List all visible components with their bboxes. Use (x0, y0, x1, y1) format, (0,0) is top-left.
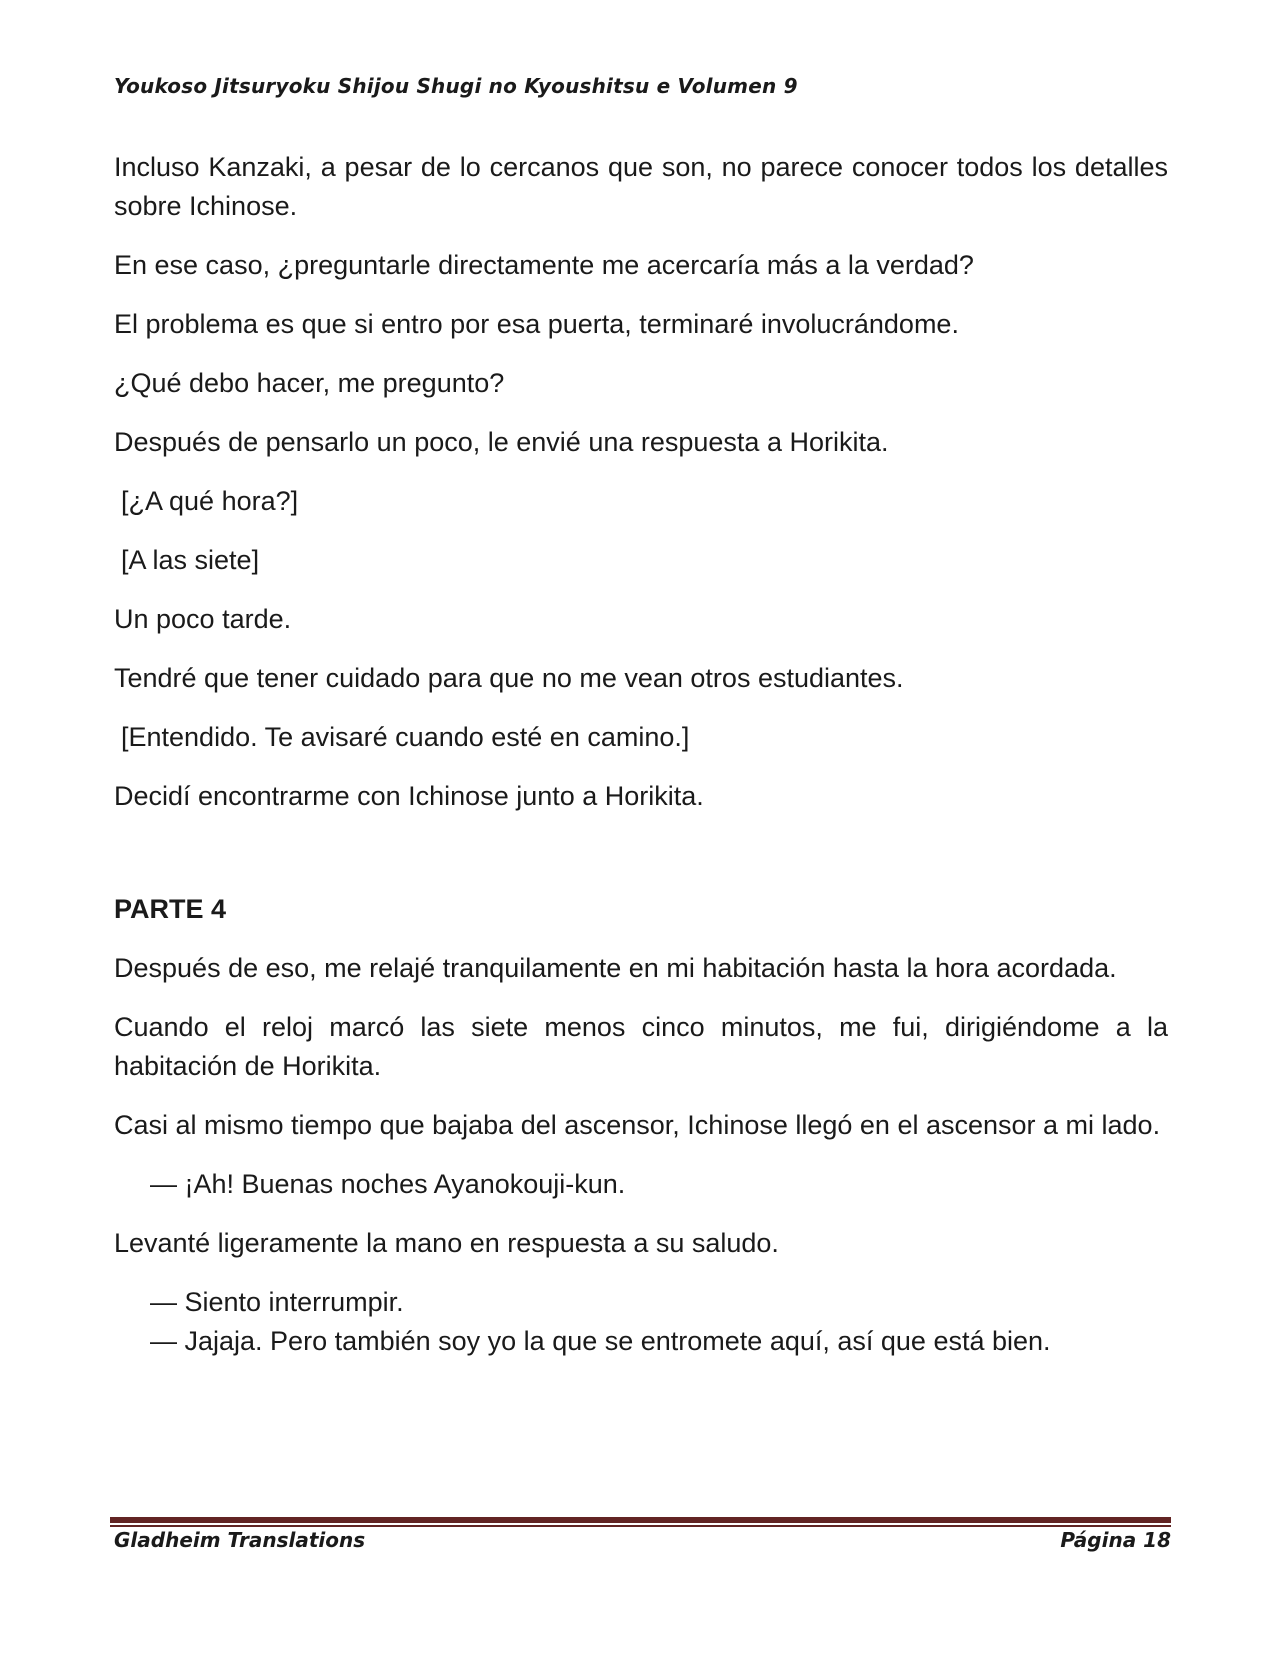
paragraph: Un poco tarde. (114, 604, 292, 634)
paragraph: Después de eso, me relajé tranquilamente en mi habitación hasta la hora acordada. (114, 953, 1117, 983)
paragraph: Decidí encontrarme con Ichinose junto a Horikita. (114, 781, 704, 811)
paragraph: Tendré que tener cuidado para que no me vean otros estudiantes. (114, 663, 904, 693)
section-heading: PARTE 4 (114, 894, 227, 924)
paragraph: Cuando el reloj marcó las siete menos cinco minutos, me fui, dirigiéndome a la habitación de Horikita. (114, 1012, 1168, 1081)
page-number: Página 18 (1060, 1528, 1171, 1552)
paragraph: Casi al mismo tiempo que bajaba del ascensor, Ichinose llegó en el ascensor a mi lado. (114, 1110, 1161, 1140)
paragraph: El problema es que si entro por esa puerta, terminaré involucrándome. (114, 309, 959, 339)
dialogue-line: — Siento interrumpir. (150, 1287, 404, 1317)
footer-divider (110, 1517, 1171, 1527)
dialogue-line: — Jajaja. Pero también soy yo la que se entromete aquí, así que está bien. (150, 1326, 1051, 1356)
paragraph: Después de pensarlo un poco, le envié una respuesta a Horikita. (114, 427, 889, 457)
page-body (114, 148, 1168, 1381)
paragraph: En ese caso, ¿preguntarle directamente me acercaría más a la verdad? (114, 250, 974, 280)
dialogue-line: — ¡Ah! Buenas noches Ayanokouji-kun. (150, 1169, 626, 1199)
paragraph: ¿Qué debo hacer, me pregunto? (114, 368, 505, 398)
message-line: [¿A qué hora?] (121, 486, 299, 516)
message-line: [A las siete] (121, 545, 260, 575)
message-line: [Entendido. Te avisaré cuando esté en camino.] (121, 722, 690, 752)
paragraph: Incluso Kanzaki, a pesar de lo cercanos que son, no parece conocer todos los detalles sobre Ichinose. (114, 152, 1168, 221)
running-header: Youkoso Jitsuryoku Shijou Shugi no Kyoushitsu e Volumen 9 (114, 74, 798, 98)
footer-credit: Gladheim Translations (114, 1528, 366, 1552)
paragraph: Levanté ligeramente la mano en respuesta a su saludo. (114, 1228, 779, 1258)
